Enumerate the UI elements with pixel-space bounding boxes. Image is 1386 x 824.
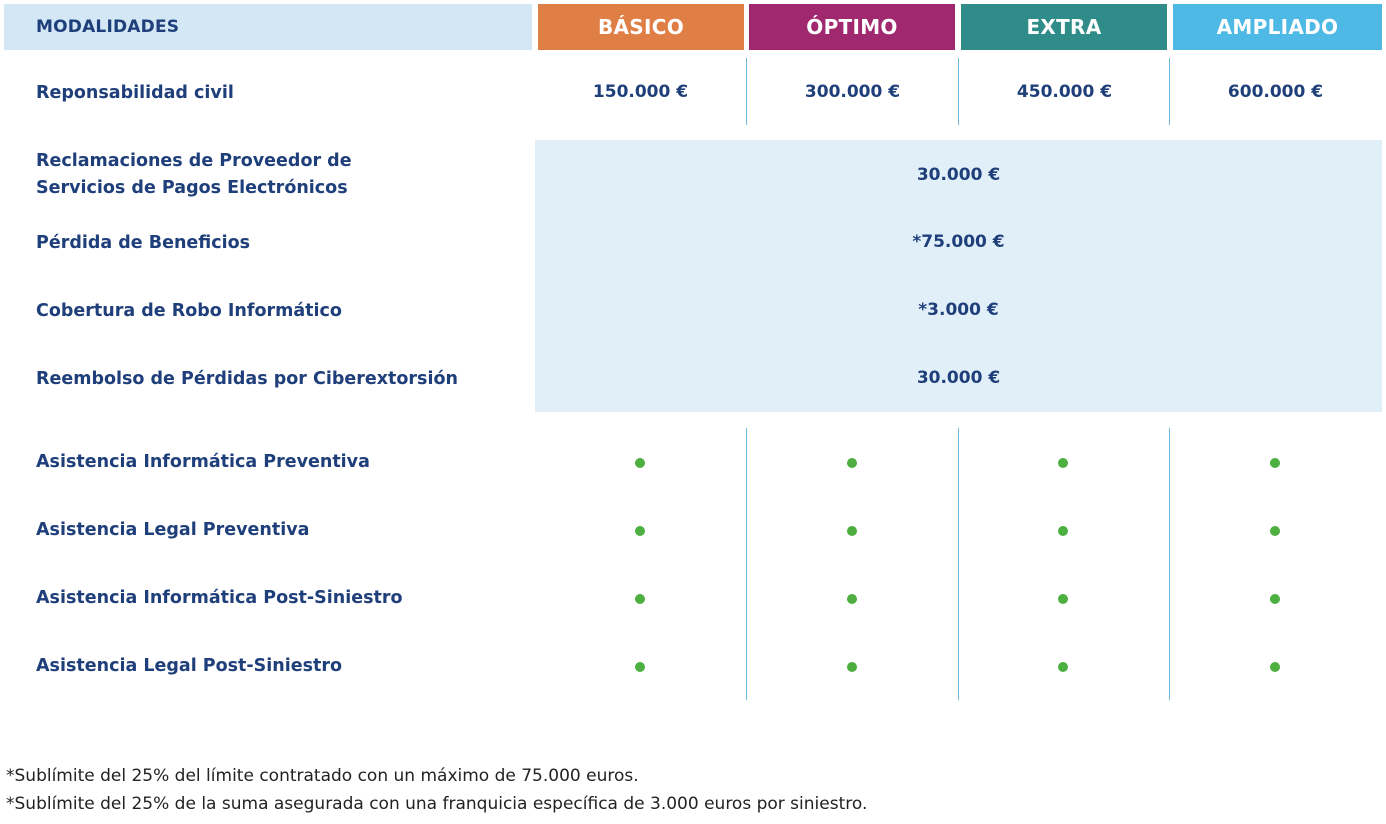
plan-header-ampliado: AMPLIADO bbox=[1173, 4, 1382, 50]
row-label-asistencia-informatica-preventiva: Asistencia Informática Preventiva bbox=[36, 452, 370, 472]
row-label-asistencia-legal-preventiva: Asistencia Legal Preventiva bbox=[36, 520, 310, 540]
rc-value-extra: 450.000 € bbox=[1016, 82, 1113, 102]
footnote-2: *Sublímite del 25% de la suma asegurada con una franquicia específica de 3.000 euros por siniestro. bbox=[6, 794, 868, 814]
included-dot bbox=[847, 458, 857, 468]
column-divider bbox=[746, 428, 747, 700]
rc-value-optimo: 300.000 € bbox=[804, 82, 901, 102]
footnote-1: *Sublímite del 25% del límite contratado con un máximo de 75.000 euros. bbox=[6, 766, 639, 786]
row-label-robo-informatico: Cobertura de Robo Informático bbox=[36, 301, 342, 321]
plan-header-optimo: ÓPTIMO bbox=[749, 4, 955, 50]
header-modalidades: MODALIDADES bbox=[4, 4, 532, 50]
column-divider bbox=[1169, 428, 1170, 700]
shared-value-robo-informatico: *3.000 € bbox=[918, 300, 999, 320]
plan-header-extra: EXTRA bbox=[961, 4, 1167, 50]
shared-value-ciberextorsion: 30.000 € bbox=[916, 368, 1001, 388]
rc-value-basico: 150.000 € bbox=[592, 82, 689, 102]
included-dot bbox=[1058, 594, 1068, 604]
included-dot bbox=[1270, 526, 1280, 536]
included-dot bbox=[1270, 594, 1280, 604]
included-dot bbox=[847, 526, 857, 536]
row-label-reclamaciones-line2: Servicios de Pagos Electrónicos bbox=[36, 178, 348, 198]
column-divider bbox=[958, 428, 959, 700]
row-label-asistencia-legal-post-siniestro: Asistencia Legal Post-Siniestro bbox=[36, 656, 343, 676]
included-dot bbox=[1058, 526, 1068, 536]
included-dot bbox=[635, 594, 645, 604]
included-dot bbox=[635, 662, 645, 672]
included-dot bbox=[1270, 662, 1280, 672]
row-label-reclamaciones-line1: Reclamaciones de Proveedor de bbox=[36, 151, 352, 171]
shared-value-reclamaciones: 30.000 € bbox=[916, 165, 1001, 185]
included-dot bbox=[847, 594, 857, 604]
included-dot bbox=[635, 526, 645, 536]
row-label-perdida-beneficios: Pérdida de Beneficios bbox=[36, 233, 251, 253]
included-dot bbox=[1058, 458, 1068, 468]
row-label-ciberextorsion: Reembolso de Pérdidas por Ciberextorsión bbox=[36, 369, 458, 389]
shared-value-perdida-beneficios: *75.000 € bbox=[912, 232, 1005, 252]
row-label-responsabilidad-civil: Reponsabilidad civil bbox=[36, 83, 234, 103]
rc-value-ampliado: 600.000 € bbox=[1227, 82, 1324, 102]
included-dot bbox=[635, 458, 645, 468]
plan-header-basico: BÁSICO bbox=[538, 4, 744, 50]
included-dot bbox=[847, 662, 857, 672]
row-label-asistencia-informatica-post-siniestro: Asistencia Informática Post-Siniestro bbox=[36, 588, 403, 608]
included-dot bbox=[1270, 458, 1280, 468]
included-dot bbox=[1058, 662, 1068, 672]
